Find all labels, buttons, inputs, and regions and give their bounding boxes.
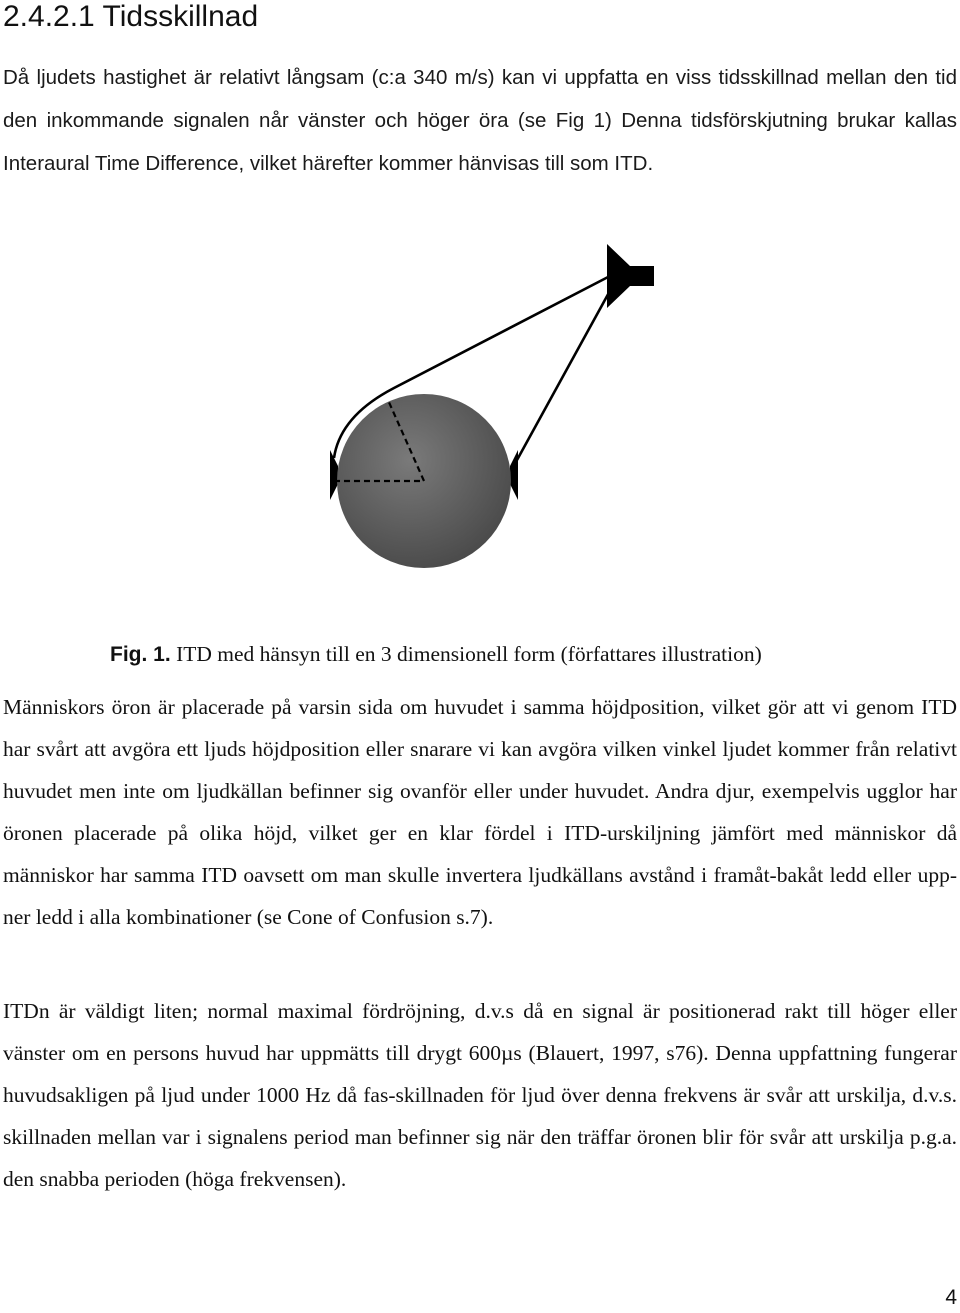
paragraph-itd-magnitude: ITDn är väldigt liten; normal maximal fördröjning, d.v.s då en signal är positionerad rakt till höger eller vänster om en persons huvud har uppmätts till drygt 600µs (Blauert, 1997, s76). Denna uppfattning fungerar huvudsakligen på ljud under 1000 Hz då fas-skillnaden för ljud över denna frekvens är svår att urskilja, d.v.s. skillnaden mellan var i signalens period man befinner sig när den träffar öronen blir för svår att urskilja p.g.a. den snabba perioden (höga frekvensen). xyxy=(3,999,957,1191)
paragraph-ear-placement: Människors öron är placerade på varsin sida om huvudet i samma höjdposition, vilket gör att vi genom ITD har svårt att avgöra ett ljuds höjdposition eller snarare vi kan avgöra vilken vinkel ljudet kommer från relativt huvudet men inte om ljudkällan befinner sig ovanför eller under huvudet. Andra djur, exempelvis ugglor har öronen placerade på olika höjd, vilket ger en klar fördel i ITD-urskiljning jämfört med människor då människor har samma ITD oavsett om man skulle invertera ljudkällans avstånd i framåt-bakåt ledd eller upp-ner ledd i alla kombinationer (se Cone of Confusion s.7). xyxy=(3,695,957,929)
figure-caption-text: ITD med hänsyn till en 3 dimensionell form (författares illustration) xyxy=(170,642,762,666)
page-number: 4 xyxy=(945,1286,957,1309)
section-heading: 2.4.2.1 Tidsskillnad xyxy=(3,0,259,33)
figure-caption xyxy=(110,634,762,675)
itd-figure xyxy=(320,238,670,610)
speaker-icon xyxy=(607,244,654,308)
sound-path-right-ear xyxy=(517,278,617,460)
paragraph-intro: Då ljudets hastighet är relativt långsam (c:a 340 m/s) kan vi uppfatta en viss tidsskillnad mellan den tid den inkommande signalen når vänster och höger öra (se Fig 1) Denna tidsförskjutning brukar kallas Interaural Time Difference, vilket härefter kommer hänvisas till som ITD. xyxy=(3,66,957,175)
right-ear xyxy=(510,450,518,500)
figure-caption-label: Fig. 1. xyxy=(110,643,171,666)
